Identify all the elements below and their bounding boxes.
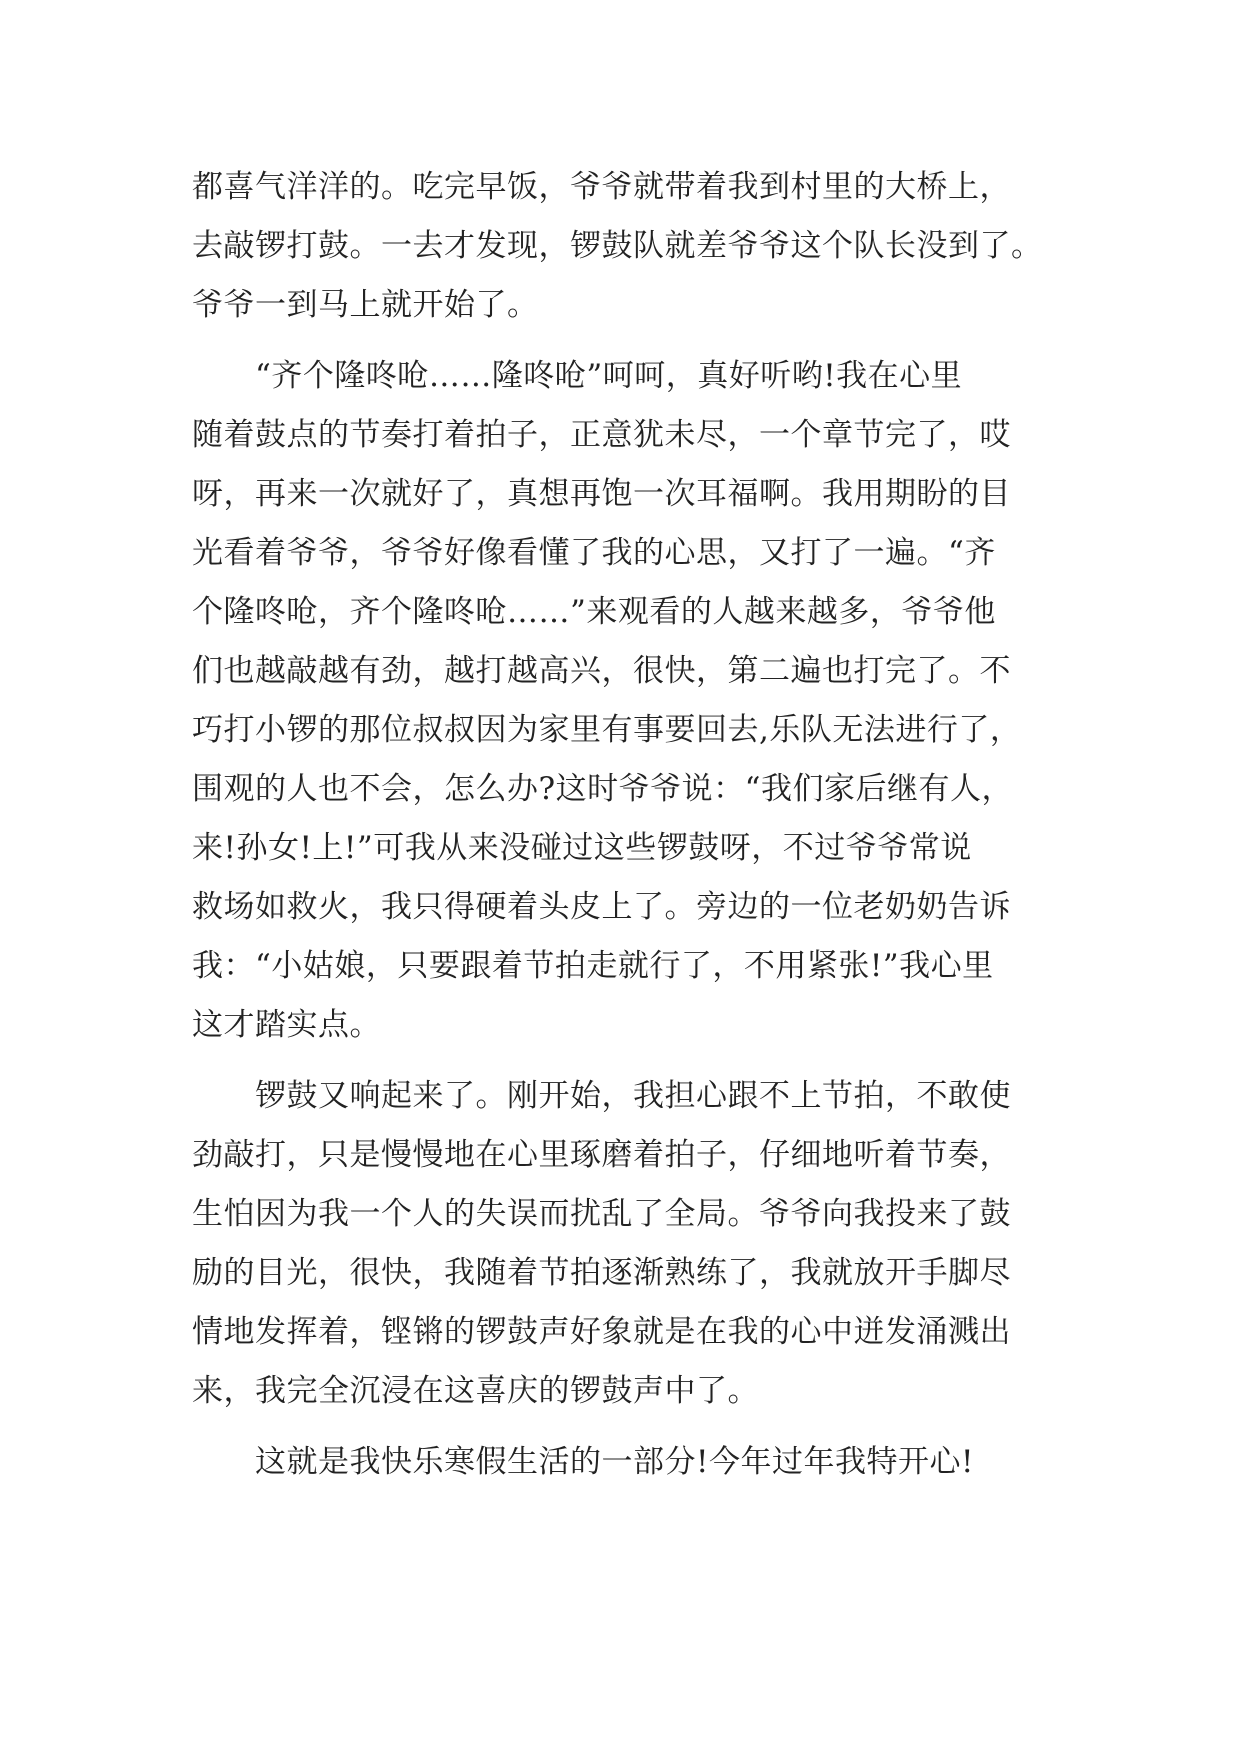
text-line: 都喜气洋洋的。吃完早饭，爷爷就带着我到村里的大桥上， bbox=[192, 169, 1011, 205]
text-line: 们也越敲越有劲，越打越高兴，很快，第二遍也打完了。不 bbox=[192, 653, 1011, 689]
text-line: 这才踏实点。 bbox=[192, 1007, 381, 1043]
text-line: 呀，再来一次就好了，真想再饱一次耳福啊。我用期盼的目 bbox=[192, 476, 1011, 512]
text-line: 生怕因为我一个人的失误而扰乱了全局。爷爷向我投来了鼓 bbox=[192, 1196, 1011, 1232]
text-line: 励的目光，很快，我随着节拍逐渐熟练了，我就放开手脚尽 bbox=[192, 1255, 1011, 1291]
text-line: “齐个隆咚呛……隆咚呛”呵呵，真好听哟!我在心里 bbox=[192, 358, 963, 394]
text-line: 情地发挥着，铿锵的锣鼓声好象就是在我的心中迸发涌溅出 bbox=[192, 1314, 1011, 1350]
text-line: 个隆咚呛，齐个隆咚呛……”来观看的人越来越多，爷爷他 bbox=[192, 594, 996, 630]
paragraph-2 bbox=[192, 347, 1092, 1055]
text-line: 劲敲打，只是慢慢地在心里琢磨着拍子，仔细地听着节奏， bbox=[192, 1137, 1011, 1173]
text-line: 锣鼓又响起来了。刚开始，我担心跟不上节拍，不敢使 bbox=[192, 1078, 1011, 1114]
text-line: 来!孙女!上!”可我从来没碰过这些锣鼓呀，不过爷爷常说 bbox=[192, 830, 972, 866]
text-line: 来，我完全沉浸在这喜庆的锣鼓声中了。 bbox=[192, 1373, 759, 1409]
document-body bbox=[192, 158, 1092, 1492]
paragraph-4 bbox=[192, 1433, 1092, 1492]
text-line: 去敲锣打鼓。一去才发现，锣鼓队就差爷爷这个队长没到了。 bbox=[192, 228, 1043, 264]
text-line: 巧打小锣的那位叔叔因为家里有事要回去,乐队无法进行了， bbox=[192, 712, 1022, 748]
text-line: 这就是我快乐寒假生活的一部分!今年过年我特开心! bbox=[192, 1444, 974, 1480]
text-line: 围观的人也不会，怎么办?这时爷爷说：“我们家后继有人， bbox=[192, 771, 1013, 807]
paragraph-3 bbox=[192, 1067, 1092, 1421]
text-line: 救场如救火，我只得硬着头皮上了。旁边的一位老奶奶告诉 bbox=[192, 889, 1011, 925]
text-line: 光看着爷爷，爷爷好像看懂了我的心思，又打了一遍。“齐 bbox=[192, 535, 996, 571]
text-line: 随着鼓点的节奏打着拍子，正意犹未尽，一个章节完了，哎 bbox=[192, 417, 1011, 453]
text-line: 爷爷一到马上就开始了。 bbox=[192, 287, 539, 323]
paragraph-1 bbox=[192, 158, 1092, 335]
text-line: 我：“小姑娘，只要跟着节拍走就行了，不用紧张!”我心里 bbox=[192, 948, 994, 984]
